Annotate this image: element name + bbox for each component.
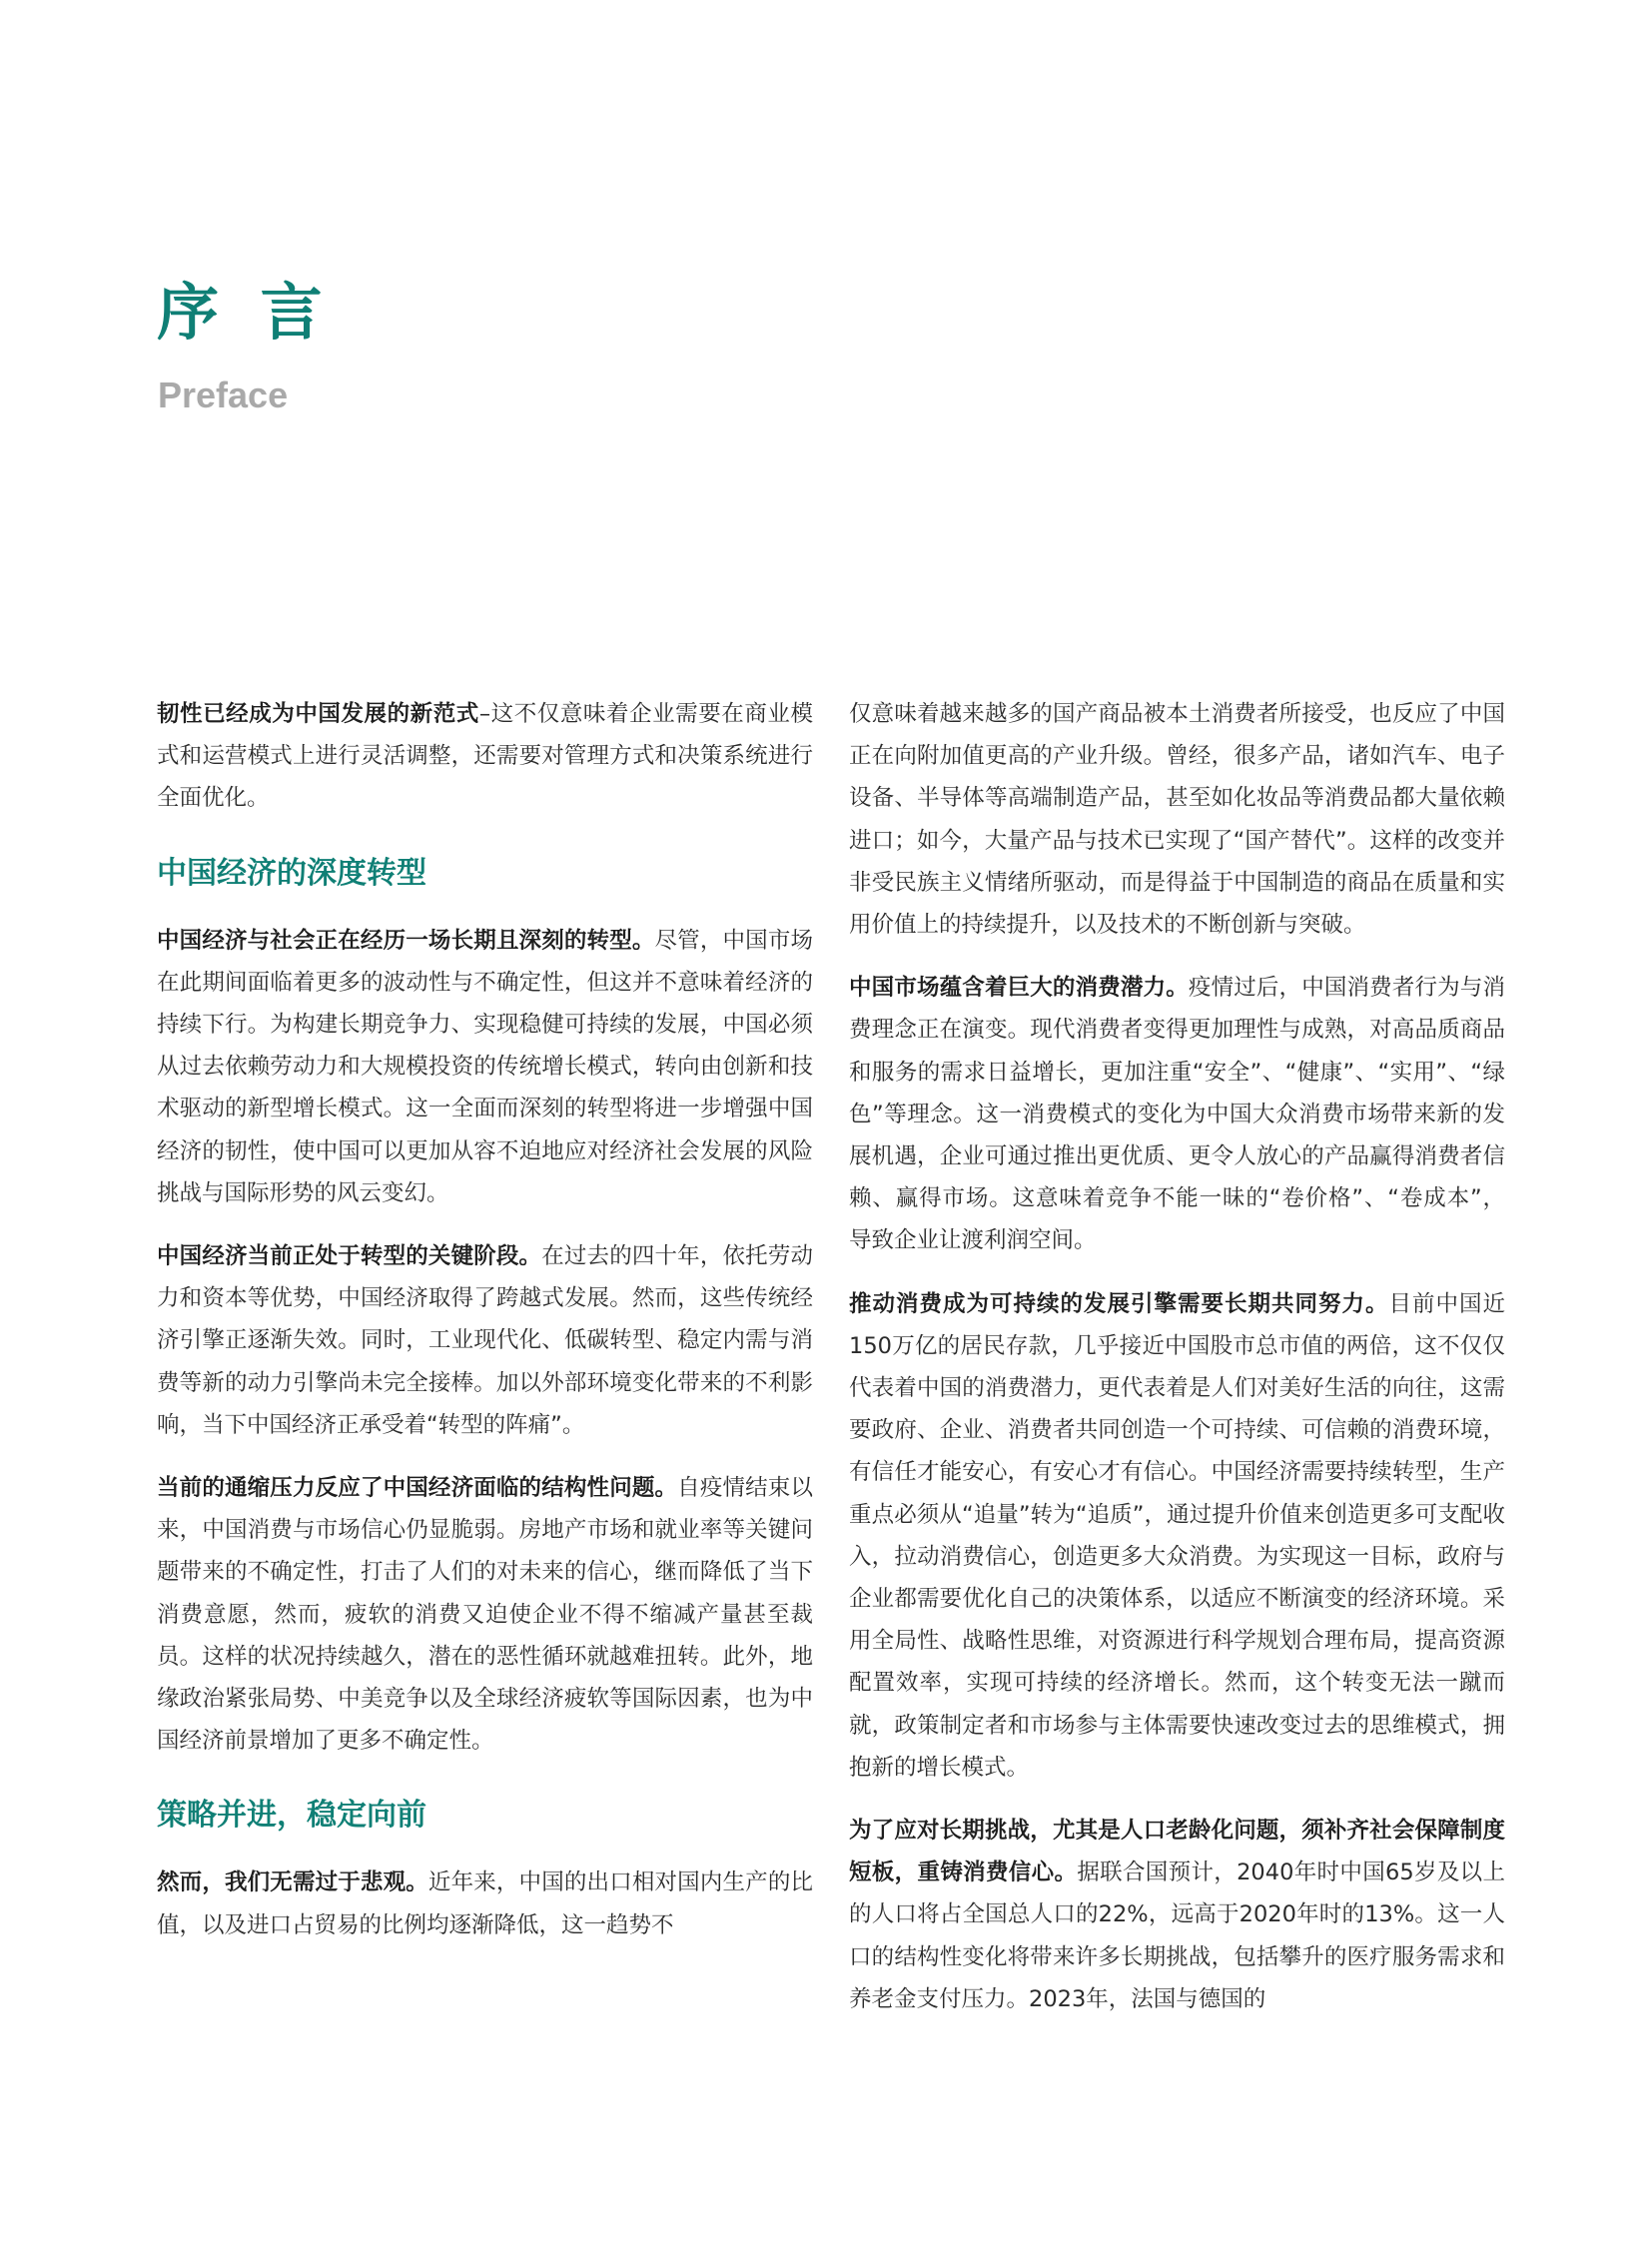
paragraph-text: 在过去的四十年，依托劳动力和资本等优势，中国经济取得了跨越式发展。然而，这些传统经济引擎正逐渐失效。同时，工业现代化、低碳转型、稳定内需与消费等新的动力引擎尚未完全接棒。加以外部环境变化带来的不利影响，当下中国经济正承受着“转型的阵痛”。 [157,1243,813,1438]
paragraph [849,1810,1505,2020]
paragraph-lead: 中国市场蕴含着巨大的消费潜力。 [849,975,1189,1002]
paragraph-lead: 然而，我们无需过于悲观。 [157,1869,428,1896]
paragraph [157,1235,813,1446]
page-subtitle: Preface [158,374,289,415]
paragraph-text: 近年来，中国的出口相对国内生产的比值，以及进口占贸易的比例均逐渐降低，这一趋势不 [157,1869,813,1938]
right-column [849,693,1505,2041]
intro-text: –这不仅意味着企业需要在商业模式和运营模式上进行灵活调整，还需要对管理方式和决策系统进行全面优化。 [157,701,813,812]
paragraph [849,1283,1505,1789]
paragraph-lead: 推动消费成为可持续的发展引擎需要长期共同努力。 [849,1290,1389,1317]
paragraph-lead: 中国经济与社会正在经历一场长期且深刻的转型。 [157,927,655,954]
paragraph [849,967,1505,1261]
left-column [157,693,813,1967]
paragraph-text: 仅意味着越来越多的国产商品被本土消费者所接受，也反应了中国正在向附加值更高的产业升级。曾经，很多产品，诸如汽车、电子设备、半导体等高端制造产品，甚至如化妆品等消费品都大量依赖进口；如今，大量产品与技术已实现了“国产替代”。这样的改变并非受民族主义情绪所驱动，而是得益于中国制造的商品在质量和实用价值上的持续提升，以及技术的不断创新与突破。 [849,701,1505,939]
section-heading-transformation: 中国经济的深度转型 [157,855,426,891]
paragraph [157,1467,813,1762]
paragraph-lead: 为了应对长期挑战，尤其是人口老龄化问题，须补齐社会保障制度短板，重铸消费信心。 [849,1818,1505,1886]
paragraph-text: 据联合国预计，2040年时中国65岁及以上的人口将占全国总人口的22%，远高于2020年时的13%。这一人口的结构性变化将带来许多长期挑战，包括攀升的医疗服务需求和养老金支付压力。2023年，法国与德国的 [849,1860,1505,2012]
paragraph-lead: 中国经济当前正处于转型的关键阶段。 [157,1243,542,1270]
paragraph-text: 尽管，中国市场在此期间面临着更多的波动性与不确定性，但这并不意味着经济的持续下行。为构建长期竞争力、实现稳健可持续的发展，中国必须从过去依赖劳动力和大规模投资的传统增长模式，转向由创新和技术驱动的新型增长模式。这一全面而深刻的转型将进一步增强中国经济的韧性，使中国可以更加从容不迫地应对经济社会发展的风险挑战与国际形势的风云变幻。 [157,927,813,1206]
paragraph-text: 疫情过后，中国消费者行为与消费理念正在演变。现代消费者变得更加理性与成熟，对高品质商品和服务的需求日益增长，更加注重“安全”、“健康”、“实用”、“绿色”等理念。这一消费模式的变化为中国大众消费市场带来新的发展机遇，企业可通过推出更优质、更令人放心的产品赢得消费者信赖、赢得市场。这意味着竞争不能一昧的“卷价格”、“卷成本”， 导致企业让渡利润空间。 [849,975,1505,1254]
paragraph [157,920,813,1214]
paragraph-text: 自疫情结束以来，中国消费与市场信心仍显脆弱。房地产市场和就业率等关键问题带来的不确定性，打击了人们的对未来的信心，继而降低了当下消费意愿，然而，疲软的消费又迫使企业不得不缩减产量甚至裁员。这样的状况持续越久，潜在的恶性循环就越难扭转。此外，地缘政治紧张局势、中美竞争以及全球经济疲软等国际因素，也为中国经济前景增加了更多不确定性。 [157,1475,813,1755]
intro-lead: 韧性已经成为中国发展的新范式 [157,701,479,727]
paragraph-lead: 当前的通缩压力反应了中国经济面临的结构性问题。 [157,1475,678,1502]
paragraph-text: 目前中国近150万亿的居民存款，几乎接近中国股市总市值的两倍，这不仅仅代表着中国的消费潜力，更代表着是人们对美好生活的向往，这需要政府、企业、消费者共同创造一个可持续、可信赖的消费环境，有信任才能安心，有安心才有信心。中国经济需要持续转型，生产重点必须从“追量”转为“追质”，通过提升价值来创造更多可支配收入，拉动消费信心，创造更多大众消费。为实现这一目标，政府与企业都需要优化自己的决策体系，以适应不断演变的经济环境。采用全局性、战略性思维，对资源进行科学规划合理布局，提高资源配置效率，实现可持续的经济增长。然而，这个转变无法一蹴而就，政策制定者和市场参与主体需要快速改变过去的思维模式，拥抱新的增长模式。 [849,1290,1505,1781]
section-heading-strategy: 策略并进，稳定向前 [157,1798,426,1834]
page-title: 序 言 [157,276,333,349]
paragraph [157,1862,813,1945]
paragraph [849,693,1505,946]
intro-paragraph [157,693,813,820]
